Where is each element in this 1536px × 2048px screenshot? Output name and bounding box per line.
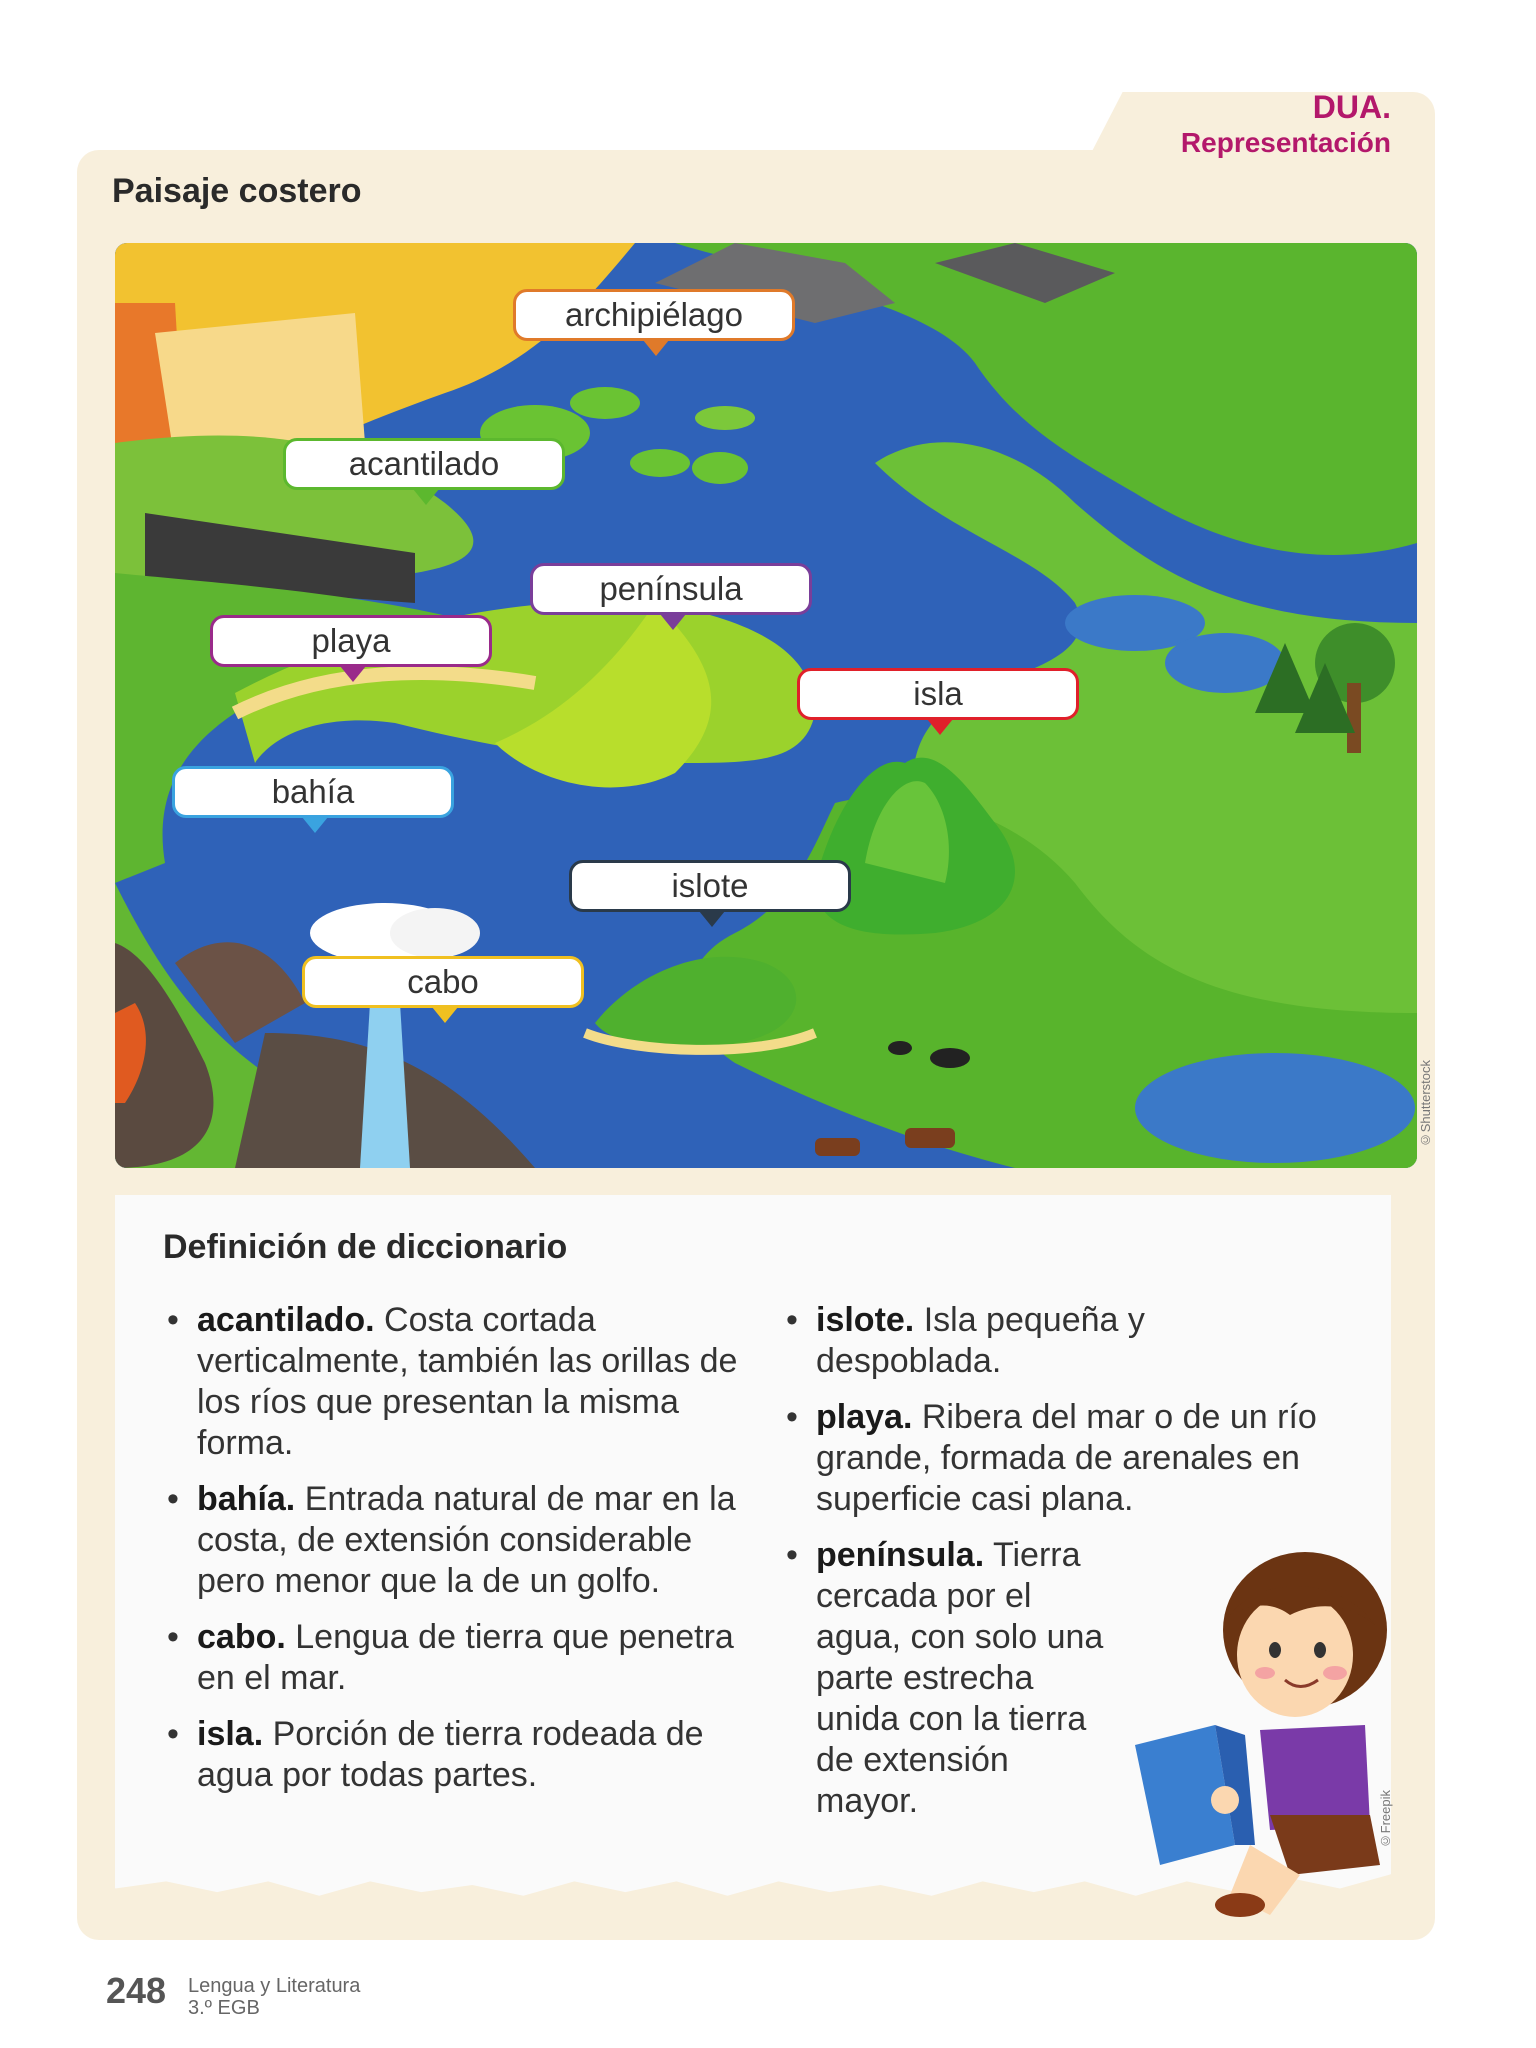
label-acantilado-text: acantilado <box>348 445 500 482</box>
label-pointer <box>927 719 953 735</box>
definition-item <box>786 1397 1376 1520</box>
definition-text: Costa cortada verticalmente, también las orillas de los ríos que presentan la misma forma. <box>197 1301 738 1462</box>
landscape-drawing <box>115 243 1417 1168</box>
label-cabo <box>302 956 584 1008</box>
definition-term: bahía. <box>197 1480 296 1518</box>
label-isla-text: isla <box>913 675 963 712</box>
label-peninsula-text: península <box>599 570 743 607</box>
label-pointer <box>302 817 328 833</box>
definition-term: islote. <box>816 1301 915 1339</box>
definition-item <box>167 1617 757 1699</box>
label-archipielago-text: archipiélago <box>565 296 743 333</box>
definition-item <box>167 1300 757 1464</box>
label-pointer <box>432 1007 458 1023</box>
grade-level: 3.º EGB <box>188 1997 260 2019</box>
definitions-title: Definición de diccionario <box>163 1228 568 1266</box>
illustration-credit: ©Freepik <box>1378 1790 1393 1849</box>
label-islote-text: islote <box>671 867 749 904</box>
dua-heading <box>1181 88 1391 160</box>
definition-term: playa. <box>816 1398 913 1436</box>
label-pointer <box>413 489 439 505</box>
definitions-left-column <box>167 1300 757 1811</box>
label-pointer <box>340 666 366 682</box>
definition-term: cabo. <box>197 1618 286 1656</box>
definition-text: Ribera del mar o de un río grande, formada de arenales en superficie casi plana. <box>816 1398 1317 1518</box>
label-pointer <box>699 911 725 927</box>
section-title: Paisaje costero <box>112 172 362 210</box>
label-pointer <box>643 340 669 356</box>
label-bahia-text: bahía <box>271 773 355 810</box>
page-number: 248 <box>106 1970 167 2011</box>
label-peninsula <box>530 563 812 615</box>
footer-subject <box>188 1975 360 2019</box>
label-pointer <box>660 614 686 630</box>
definition-term: península. <box>816 1536 985 1574</box>
definition-text: Porción de tierra rodeada de agua por todas partes. <box>197 1715 704 1794</box>
definition-item <box>786 1300 1176 1382</box>
definition-item <box>167 1714 757 1796</box>
label-archipielago <box>513 289 795 341</box>
child-reading-illustration <box>1120 1545 1440 1925</box>
definition-item <box>786 1535 1116 1822</box>
label-isla <box>797 668 1079 720</box>
label-cabo-text: cabo <box>407 963 479 1000</box>
definition-item <box>167 1479 757 1602</box>
definition-text: Isla pequeña y despoblada. <box>816 1301 1145 1380</box>
coastal-landscape-illustration <box>115 243 1417 1168</box>
definition-term: isla. <box>197 1715 264 1753</box>
definition-text: Lengua de tierra que penetra en el mar. <box>197 1618 734 1697</box>
subject-name: Lengua y Literatura <box>188 1975 361 1997</box>
label-acantilado <box>283 438 565 490</box>
label-playa <box>210 615 492 667</box>
definition-text: Entrada natural de mar en la costa, de extensión considerable pero menor que la de un golfo. <box>197 1480 736 1600</box>
definition-term: acantilado. <box>197 1301 375 1339</box>
label-bahia <box>172 766 454 818</box>
image-credit: ©Shutterstock <box>1418 1060 1433 1148</box>
definition-text: Tierra cercada por el agua, con solo una parte estrecha unida con la tierra de extensión mayor. <box>816 1536 1104 1820</box>
label-islote <box>569 860 851 912</box>
label-playa-text: playa <box>311 622 391 659</box>
dua-sublabel: Representación <box>1180 127 1391 159</box>
dua-label: DUA. <box>1312 89 1391 125</box>
